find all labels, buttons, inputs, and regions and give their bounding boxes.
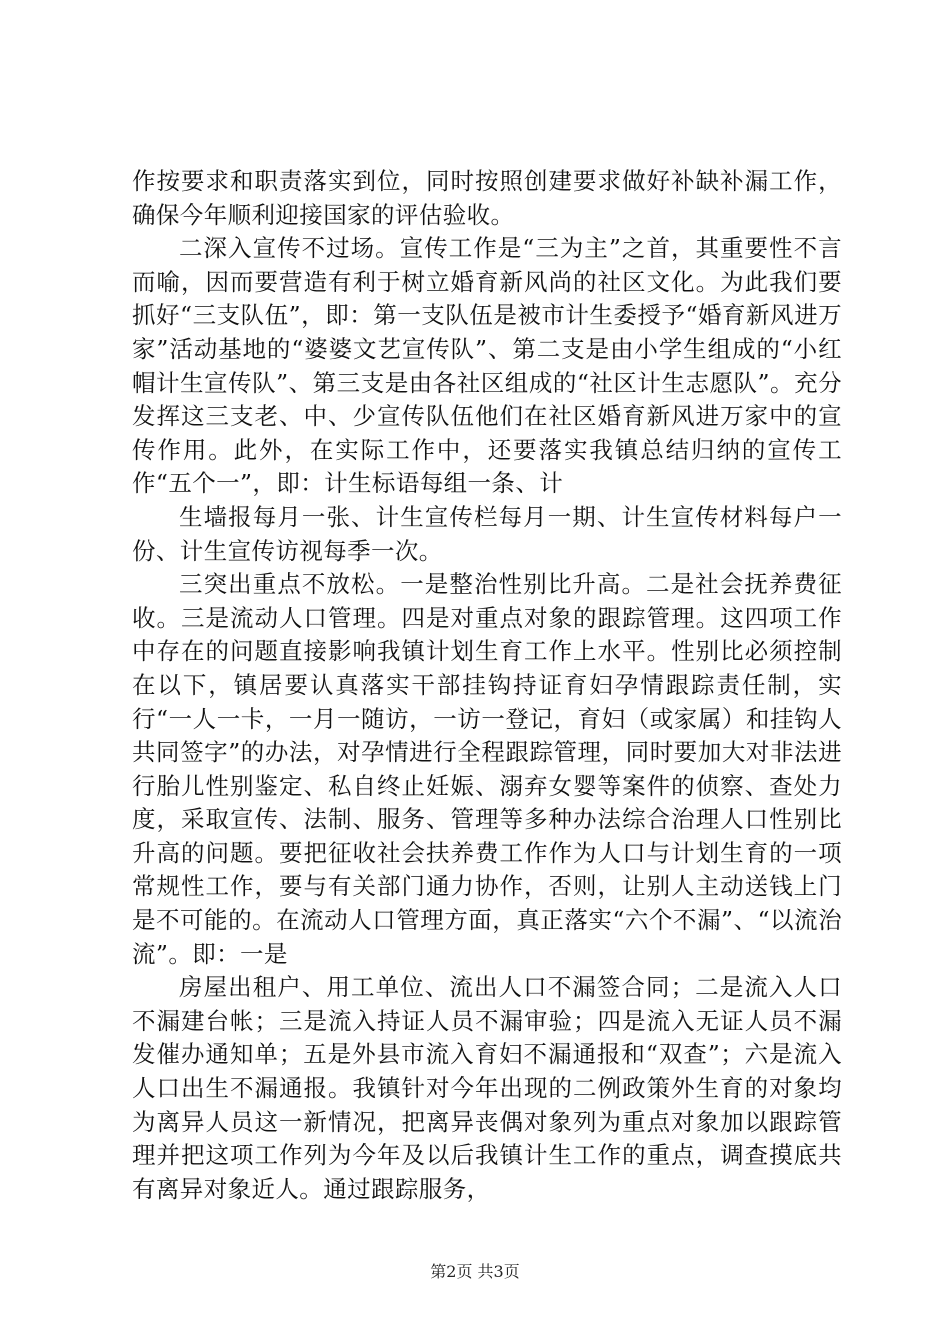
paragraph-publicity-continued: 生墙报每月一张、计生宣传栏每月一期、计生宣传材料每户一份、计生宣传访视每季一次。 — [132, 502, 842, 565]
document-body — [132, 165, 842, 1206]
paragraph-continuation: 作按要求和职责落实到位，同时按照创建要求做好补缺补漏工作，确保今年顺利迎接国家的评估验收。 — [132, 167, 842, 229]
paragraph-publicity: 二深入宣传不过场。宣传工作是“三为主”之首，其重要性不言而喻，因而要营造有利于树立婚育新风尚的社区文化。为此我们要抓好“三支队伍”，即：第一支队伍是被市计生委授予“婚育新风进万家”活动基地的“婆婆文艺宣传队”、第二支是由小学生组成的“小红帽计生宣传队”、第三支是由各社区组成的“社区计生志愿队”。充分发挥这三支老、中、少宣传队伍他们在社区婚育新风进万家中的宣传作用。此外，在实际工作中，还要落实我镇总结归纳的宣传工作“五个一”，即：计生标语每组一条、计 — [132, 234, 842, 498]
paragraph-key-focus-continued: 房屋出租户、用工单位、流出人口不漏签合同；二是流入人口不漏建台帐；三是流入持证人员不漏审验；四是流入无证人员不漏发催办通知单；五是外县市流入育妇不漏通报和“双查”；六是流入人口出生不漏通报。我镇针对今年出现的二例政策外生育的对象均为离异人员这一新情况，把离异丧偶对象列为重点对象加以跟踪管理并把这项工作列为今年及以后我镇计生工作的重点，调查摸底共有离异对象近人。通过跟踪服务， — [132, 973, 842, 1203]
paragraph-key-focus: 三突出重点不放松。一是整治性别比升高。二是社会抚养费征收。三是流动人口管理。四是对重点对象的跟踪管理。这四项工作中存在的问题直接影响我镇计划生育工作上水平。性别比必须控制在以下，镇居要认真落实干部挂钩持证育妇孕情跟踪责任制，实行“一人一卡，一月一随访，一访一登记，育妇（或家属）和挂钩人共同签字”的办法，对孕情进行全程跟踪管理，同时要加大对非法进行胎儿性别鉴定、私自终止妊娠、溺弃女婴等案件的侦察、查处力度，采取宣传、法制、服务、管理等多种办法综合治理人口性别比升高的问题。要把征收社会扶养费工作作为人口与计划生育的一项常规性工作，要与有关部门通力协作，否则，让别人主动送钱上门是不可能的。在流动人口管理方面，真正落实“六个不漏”、“以流治流”。即：一是 — [132, 570, 842, 968]
page-number-footer: 第2页 共3页 — [430, 1262, 520, 1281]
